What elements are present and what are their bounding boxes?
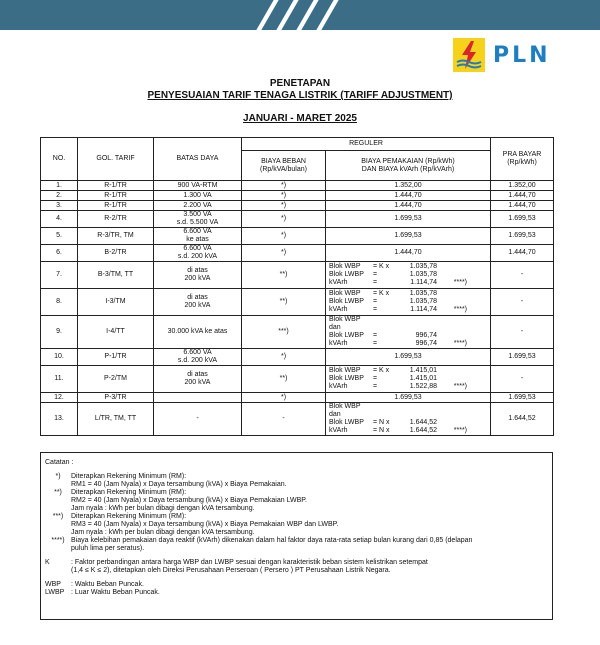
tariff-table — [40, 137, 554, 436]
note-marker: *) — [55, 473, 61, 480]
note-line: Jam nyala : kWh per bulan dibagi dengan kVA tersambung. — [71, 529, 255, 536]
cell-pra-bayar: 1.444,70 — [491, 201, 554, 211]
batas-daya-line: 3.500 VA — [183, 211, 212, 218]
cell-batas-daya — [154, 211, 242, 228]
block-label: Blok WBP — [329, 263, 361, 270]
multiplier: = — [373, 271, 378, 278]
note-marker: ****) — [51, 537, 65, 544]
table-row — [41, 316, 554, 349]
tariff-value: 1.035,78 — [409, 263, 437, 270]
note-line: puluh lima per seratus). — [71, 545, 145, 552]
block-label: Blok LWBP — [329, 332, 364, 339]
pemakaian-line — [329, 375, 488, 383]
col-header-biaya-beban: BIAYA BEBAN (Rp/kVA/bulan) — [242, 151, 326, 181]
multiplier: = — [373, 298, 378, 305]
footnote-mark — [437, 367, 467, 375]
cell-biaya-pemakaian: 1.699,53 — [326, 228, 491, 245]
batas-daya-line: 200 kVA — [184, 379, 211, 386]
cell-biaya-pemakaian — [326, 262, 491, 289]
block-label: Blok WBP — [329, 367, 361, 374]
cell-biaya-pemakaian — [326, 403, 491, 436]
note-k-line: (1,4 ≤ K ≤ 2), ditetapkan oleh Direksi Perusahaan Perseroan ( Persero ) PT Perusahaan Listrik Negara. — [71, 567, 391, 574]
cell-biaya-pemakaian — [326, 366, 491, 393]
table-row — [41, 211, 554, 228]
cell-biaya-beban: **) — [242, 366, 326, 393]
footnote-mark — [437, 298, 467, 306]
cell-no: 6. — [41, 245, 78, 262]
cell-no: 12. — [41, 393, 78, 403]
multiplier: = — [373, 340, 378, 347]
cell-batas-daya — [154, 191, 242, 201]
footnote-mark — [437, 419, 467, 427]
block-label: Blok WBP dan — [329, 316, 361, 331]
footnote-mark: ****) — [453, 279, 467, 286]
cell-batas-daya — [154, 349, 242, 366]
period-title: JANUARI - MARET 2025 — [243, 113, 357, 124]
batas-daya-line: s.d. 200 kVA — [177, 357, 218, 364]
tariff-value: 1.415,01 — [409, 367, 437, 374]
batas-daya-line: s.d. 5.500 VA — [176, 219, 219, 226]
multiplier — [373, 403, 397, 419]
notes-title: Catatan : — [45, 459, 74, 466]
note-wbp: WBP : Waktu Beban Puncak. — [45, 581, 144, 588]
batas-daya-line: 6.600 VA — [183, 228, 212, 235]
note-item — [45, 489, 548, 513]
note-line: RM2 = 40 (Jam Nyala) x Daya tersambung (kVA) x Biaya Pemakaian LWBP. — [71, 497, 307, 504]
pln-logo-text: PLN — [493, 42, 551, 68]
multiplier: = K x — [373, 290, 390, 297]
table-row — [41, 349, 554, 366]
cell-pra-bayar: - — [491, 366, 554, 393]
cell-biaya-pemakaian: 1.699,53 — [326, 211, 491, 228]
cell-no: 2. — [41, 191, 78, 201]
cell-gol-tarif: R-1/TR — [78, 191, 154, 201]
pemakaian-line — [329, 332, 488, 340]
cell-gol-tarif: L/TR, TM, TT — [78, 403, 154, 436]
note-line: Biaya kelebihan pemakaian daya reaktif (kVArh) dikenakan dalam hal faktor daya rata-rata setiap bulan kurang dari 0,85 (delapan — [71, 537, 473, 544]
cell-biaya-pemakaian — [326, 316, 491, 349]
pemakaian-line — [329, 367, 488, 375]
cell-batas-daya — [154, 366, 242, 393]
table-row — [41, 228, 554, 245]
multiplier: = — [373, 332, 378, 339]
table-row — [41, 366, 554, 393]
cell-gol-tarif: P-1/TR — [78, 349, 154, 366]
block-label: kVArh — [329, 427, 348, 434]
batas-daya-line: 200 kVA — [184, 275, 211, 282]
block-label: Blok LWBP — [329, 271, 364, 278]
col-header-gol-tarif: GOL. TARIF — [78, 138, 154, 181]
cell-biaya-pemakaian: 1.444,70 — [326, 201, 491, 211]
note-line: RM1 = 40 (Jam Nyala) x Daya tersambung (kVA) x Biaya Pemakaian. — [71, 481, 287, 488]
tariff-value: 1.114,74 — [410, 306, 437, 313]
block-label: kVArh — [329, 383, 348, 390]
cell-no: 10. — [41, 349, 78, 366]
tariff-value: 1.035,78 — [409, 271, 437, 278]
block-label: kVArh — [329, 306, 348, 313]
cell-pra-bayar: - — [491, 316, 554, 349]
cell-gol-tarif: B-2/TR — [78, 245, 154, 262]
cell-biaya-beban: *) — [242, 393, 326, 403]
footnote-mark: ****) — [453, 427, 467, 434]
note-lwbp: LWBP : Luar Waktu Beban Puncak. — [45, 589, 160, 596]
table-row — [41, 289, 554, 316]
tariff-value: 996,74 — [415, 340, 437, 347]
cell-gol-tarif: R-3/TR, TM — [78, 228, 154, 245]
block-label: Blok WBP — [329, 290, 361, 297]
tariff-value: 996,74 — [415, 332, 437, 339]
title-line-2: PENYESUAIAN TARIF TENAGA LISTRIK (TARIFF ADJUSTMENT) — [147, 90, 453, 101]
cell-pra-bayar: 1.352,00 — [491, 181, 554, 191]
footnote-mark — [437, 263, 467, 271]
multiplier: = — [373, 383, 378, 390]
document-title — [0, 78, 600, 124]
cell-pra-bayar: - — [491, 289, 554, 316]
cell-pra-bayar: 1.444,70 — [491, 245, 554, 262]
tariff-value: 1.035,78 — [409, 290, 437, 297]
multiplier: = — [373, 375, 378, 382]
note-k-line: : Faktor perbandingan antara harga WBP dan LWBP sesuai dengan karakteristik beban sistem kelistrikan setempat — [71, 559, 428, 566]
table-row — [41, 245, 554, 262]
tariff-value: 1.522,88 — [409, 383, 437, 390]
tariff-table-body — [41, 181, 554, 436]
pemakaian-line — [329, 306, 488, 314]
pemakaian-line — [329, 316, 488, 332]
batas-daya-line: 2.200 VA — [183, 201, 212, 209]
cell-pra-bayar: 1.699,53 — [491, 393, 554, 403]
tariff-value: 1.644,52 — [409, 427, 437, 434]
note-line: Diterapkan Rekening Minimum (RM): — [71, 489, 187, 496]
table-row — [41, 191, 554, 201]
footnote-mark: ****) — [453, 340, 467, 347]
batas-daya-line: - — [196, 415, 199, 422]
batas-daya-line: di atas — [187, 294, 208, 301]
cell-biaya-pemakaian: 1.699,53 — [326, 393, 491, 403]
tariff-value — [397, 316, 437, 332]
cell-no: 7. — [41, 262, 78, 289]
footnote-mark: ****) — [453, 383, 467, 390]
cell-no: 11. — [41, 366, 78, 393]
multiplier: = — [373, 279, 378, 286]
batas-daya-line: s.d. 200 kVA — [177, 253, 218, 260]
note-line: Diterapkan Rekening Minimum (RM): — [71, 513, 187, 520]
note-marker: ***) — [52, 513, 64, 520]
cell-batas-daya — [154, 228, 242, 245]
cell-gol-tarif: P-3/TR — [78, 393, 154, 403]
cell-pra-bayar: 1.699,53 — [491, 228, 554, 245]
col-header-no: NO. — [41, 138, 78, 181]
cell-gol-tarif: R-1/TR — [78, 201, 154, 211]
cell-biaya-pemakaian: 1.444,70 — [326, 245, 491, 262]
note-item — [45, 473, 548, 489]
cell-biaya-beban: *) — [242, 245, 326, 262]
footnote-mark — [437, 316, 467, 332]
notes-list — [45, 473, 548, 553]
cell-no: 4. — [41, 211, 78, 228]
cell-batas-daya — [154, 289, 242, 316]
note-line: Diterapkan Rekening Minimum (RM): — [71, 473, 187, 480]
pemakaian-line — [329, 383, 488, 391]
table-row — [41, 393, 554, 403]
cell-biaya-pemakaian: 1.699,53 — [326, 349, 491, 366]
block-label: Blok LWBP — [329, 419, 364, 426]
block-label: kVArh — [329, 340, 348, 347]
footnote-mark: ****) — [453, 306, 467, 313]
block-label: Blok LWBP — [329, 298, 364, 305]
pemakaian-line — [329, 298, 488, 306]
pemakaian-line — [329, 290, 488, 298]
cell-batas-daya — [154, 181, 242, 191]
batas-daya-line: di atas — [187, 371, 208, 378]
cell-gol-tarif: P-2/TM — [78, 366, 154, 393]
cell-batas-daya — [154, 393, 242, 403]
multiplier: = N x — [373, 419, 390, 426]
footnote-mark — [437, 403, 467, 419]
pemakaian-line — [329, 427, 488, 435]
multiplier — [373, 316, 397, 332]
note-marker: **) — [54, 489, 62, 496]
cell-gol-tarif: R-2/TR — [78, 211, 154, 228]
cell-batas-daya — [154, 403, 242, 436]
batas-daya-line: 30.000 kVA ke atas — [167, 328, 228, 335]
cell-biaya-beban: *) — [242, 211, 326, 228]
cell-biaya-beban: *) — [242, 191, 326, 201]
cell-biaya-pemakaian: 1.352,00 — [326, 181, 491, 191]
cell-pra-bayar: 1.699,53 — [491, 349, 554, 366]
pemakaian-line — [329, 263, 488, 271]
table-row — [41, 403, 554, 436]
title-line-1: PENETAPAN — [269, 78, 331, 89]
table-row — [41, 181, 554, 191]
pln-lightning-icon — [453, 38, 485, 72]
cell-biaya-beban: **) — [242, 262, 326, 289]
multiplier: = K x — [373, 263, 390, 270]
note-item — [45, 537, 548, 553]
multiplier: = N x — [373, 427, 390, 434]
note-line: RM3 = 40 (Jam Nyala) x Daya tersambung (kVA) x Biaya Pemakaian WBP dan LWBP. — [71, 521, 339, 528]
cell-pra-bayar: 1.444,70 — [491, 191, 554, 201]
block-label: Blok LWBP — [329, 375, 364, 382]
batas-daya-line: ke atas — [186, 236, 209, 243]
cell-batas-daya — [154, 201, 242, 211]
cell-gol-tarif: I-4/TT — [78, 316, 154, 349]
tariff-value: 1.415,01 — [409, 375, 437, 382]
pemakaian-line — [329, 403, 488, 419]
pemakaian-line — [329, 419, 488, 427]
cell-biaya-beban: ***) — [242, 316, 326, 349]
tariff-value: 1.644,52 — [409, 419, 437, 426]
footnote-mark — [437, 271, 467, 279]
notes-section — [40, 452, 553, 620]
cell-gol-tarif: R-1/TR — [78, 181, 154, 191]
cell-pra-bayar: 1.699,53 — [491, 211, 554, 228]
cell-no: 3. — [41, 201, 78, 211]
cell-no: 9. — [41, 316, 78, 349]
pemakaian-line — [329, 279, 488, 287]
header-banner — [0, 0, 600, 30]
block-label: kVArh — [329, 279, 348, 286]
cell-no: 1. — [41, 181, 78, 191]
note-k: K : Faktor perbandingan antara harga WBP dan LWBP sesuai dengan karakteristik beban sistem kelistrikan setempat (1,4 ≤ K ≤ 2), ditetapkan oleh Direksi Perusahaan Perseroan ( Persero ) PT Perusahaan Listrik Negara. — [45, 559, 548, 575]
pln-logo — [453, 38, 551, 72]
footnote-mark — [437, 332, 467, 340]
cell-biaya-beban: - — [242, 403, 326, 436]
batas-daya-line: 1.300 VA — [183, 191, 212, 199]
cell-batas-daya — [154, 316, 242, 349]
tariff-value — [397, 403, 437, 419]
cell-biaya-pemakaian — [326, 289, 491, 316]
cell-biaya-beban: *) — [242, 181, 326, 191]
footnote-mark — [437, 290, 467, 298]
col-header-batas-daya: BATAS DAYA — [154, 138, 242, 181]
cell-biaya-pemakaian: 1.444,70 — [326, 191, 491, 201]
table-row — [41, 262, 554, 289]
batas-daya-line: 200 kVA — [184, 302, 211, 309]
cell-no: 8. — [41, 289, 78, 316]
batas-daya-line: di atas — [187, 267, 208, 274]
cell-biaya-beban: **) — [242, 289, 326, 316]
batas-daya-line: 6.600 VA — [183, 349, 212, 356]
multiplier: = K x — [373, 367, 390, 374]
pemakaian-line — [329, 271, 488, 279]
batas-daya-line: 6.600 VA — [183, 245, 212, 252]
cell-biaya-beban: *) — [242, 228, 326, 245]
cell-pra-bayar: - — [491, 262, 554, 289]
cell-batas-daya — [154, 262, 242, 289]
cell-pra-bayar: 1.644,52 — [491, 403, 554, 436]
multiplier: = — [373, 306, 378, 313]
cell-biaya-beban: *) — [242, 349, 326, 366]
col-header-biaya-pemakaian: BIAYA PEMAKAIAN (Rp/kWh) DAN BIAYA kVArh (Rp/kVArh) — [326, 151, 491, 181]
block-label: Blok WBP dan — [329, 403, 361, 418]
cell-batas-daya — [154, 245, 242, 262]
batas-daya-line: 900 VA-RTM — [177, 181, 218, 189]
col-header-reguler: REGULER — [242, 138, 491, 151]
cell-no: 5. — [41, 228, 78, 245]
tariff-value: 1.035,78 — [409, 298, 437, 305]
note-line: Jam nyala : kWh per bulan dibagi dengan kVA tersambung. — [71, 505, 255, 512]
footnote-mark — [437, 375, 467, 383]
cell-gol-tarif: I-3/TM — [78, 289, 154, 316]
tariff-value: 1.114,74 — [410, 279, 437, 286]
col-header-pra-bayar: PRA BAYAR (Rp/kWh) — [491, 138, 554, 181]
pemakaian-line — [329, 340, 488, 348]
cell-gol-tarif: B-3/TM, TT — [78, 262, 154, 289]
cell-biaya-beban: *) — [242, 201, 326, 211]
note-item — [45, 513, 548, 537]
cell-no: 13. — [41, 403, 78, 436]
table-row — [41, 201, 554, 211]
